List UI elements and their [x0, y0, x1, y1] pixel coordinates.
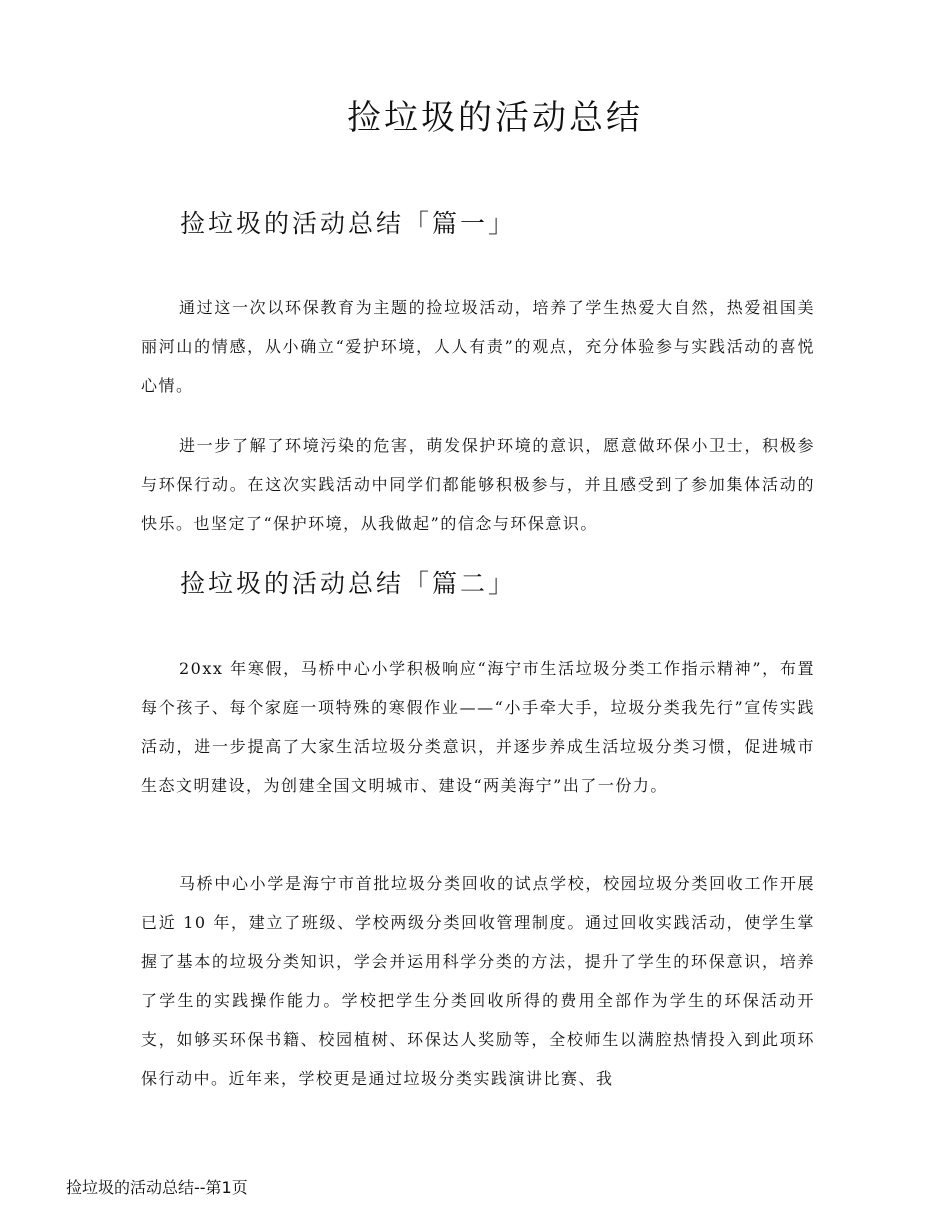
paragraph: 通过这一次以环保教育为主题的捡垃圾活动，培养了学生热爱大自然，热爱祖国美丽河山的情感，从小确立“爱护环境，人人有责”的观点，充分体验参与实践活动的喜悦心情。	[141, 298, 815, 395]
paragraph: 马桥中心小学是海宁市首批垃圾分类回收的试点学校，校园垃圾分类回收工作开展已近 10 年，建立了班级、学校两级分类回收管理制度。通过回收实践活动，使学生掌握了基本的垃圾分类知识，学会并运用科学分类的方法，提升了学生的环保意识，培养了学生的实践操作能力。学校把学生分类回收所得的费用全部作为学生的环保活动开支，如够买环保书籍、校园植树、环保达人奖励等，全校师生以满腔热情投入到此项环保行动中。近年来，学校更是通过垃圾分类实践演讲比赛、我	[141, 874, 815, 1088]
paragraph: 20xx 年寒假，马桥中心小学积极响应“海宁市生活垃圾分类工作指示精神”，布置每个孩子、每个家庭一项特殊的寒假作业——“小手牵大手，垃圾分类我先行”宣传实践活动，进一步提高了大家生活垃圾分类意识，并逐步养成生活垃圾分类习惯，促进城市生态文明建设，为创建全国文明城市、建设“两美海宁”出了一份力。	[141, 659, 815, 795]
page-title: 捡垃圾的活动总结	[347, 98, 643, 138]
section-heading-2: 捡垃圾的活动总结「篇二」	[180, 569, 517, 598]
page-footer: 捡垃圾的活动总结--第1页	[66, 1178, 248, 1197]
section-heading-1: 捡垃圾的活动总结「篇一」	[180, 209, 517, 238]
paragraph: 进一步了解了环境污染的危害，萌发保护环境的意识，愿意做环保小卫士，积极参与环保行动。在这次实践活动中同学们都能够积极参与，并且感受到了参加集体活动的快乐。也坚定了“保护环境，从我做起”的信念与环保意识。	[141, 436, 815, 533]
